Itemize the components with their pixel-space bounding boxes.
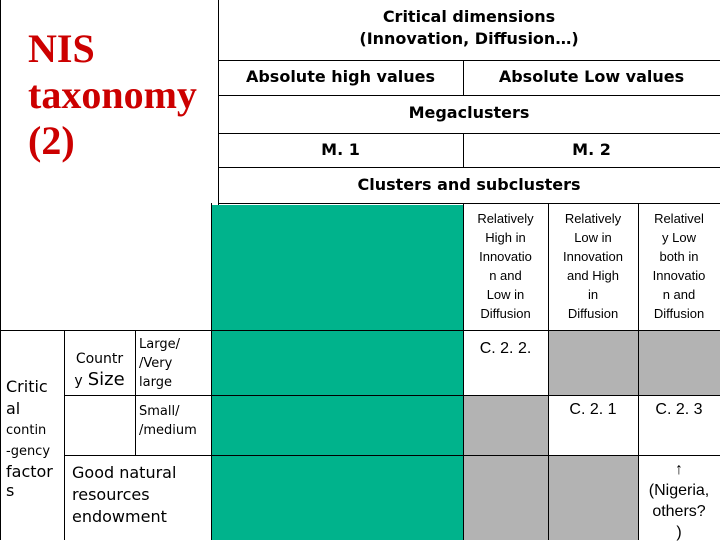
column-header-text: Relativel xyxy=(654,211,704,226)
grid-line xyxy=(64,395,720,396)
critical-label-text: factor xyxy=(6,462,53,481)
gray-cell-small xyxy=(463,395,548,455)
critical-label-text: Critic xyxy=(6,377,48,396)
country-size-label xyxy=(64,349,135,392)
critical-contingency-label xyxy=(6,376,64,500)
column-header-text: Relatively xyxy=(564,211,622,226)
gray-cell-m1-large xyxy=(548,330,638,395)
size-label-text: Size xyxy=(87,369,125,390)
title-line-1: NIS xyxy=(28,26,95,71)
m2-header: M. 2 xyxy=(572,140,611,159)
grid-line xyxy=(218,167,720,168)
m1-header: M. 1 xyxy=(321,140,360,159)
grid-line xyxy=(64,455,720,456)
column-header-text: Low in xyxy=(486,287,525,302)
grid-line xyxy=(0,330,720,331)
grid-line xyxy=(135,330,136,455)
cell-c23: C. 2. 3 xyxy=(655,401,703,418)
megaclusters-header: Megaclusters xyxy=(408,103,530,122)
small-label xyxy=(139,402,211,440)
column-header-high-innovation xyxy=(463,209,548,323)
grid-line xyxy=(218,203,720,204)
column-header-text: Innovation xyxy=(563,249,623,264)
page-title xyxy=(28,26,218,164)
large-label-text: /Very xyxy=(139,356,173,371)
nigeria-text: (Nigeria, xyxy=(648,482,710,499)
nigeria-text: others? xyxy=(652,503,706,520)
resources-label-text: Good natural xyxy=(72,463,177,482)
column-header-low-both xyxy=(638,209,720,323)
column-header-text: and High xyxy=(566,268,620,283)
cell-c22: C. 2. 2. xyxy=(479,340,532,357)
grid-line xyxy=(0,0,1,540)
column-header-text: Diffusion xyxy=(480,306,531,321)
resources-label-text: resources xyxy=(72,485,150,504)
column-header-text: both in xyxy=(659,249,699,264)
large-label xyxy=(139,335,211,392)
cell-c21: C. 2. 1 xyxy=(569,401,617,418)
nigeria-text: ↑ xyxy=(675,461,683,478)
nigeria-text: ) xyxy=(676,524,682,541)
size-label-row xyxy=(64,369,135,392)
column-header-text: Relatively xyxy=(477,211,534,226)
clusters-header: Clusters and subclusters xyxy=(357,175,581,194)
grid-line xyxy=(211,203,212,540)
size-label-prefix: y xyxy=(74,373,83,389)
column-header-text: Diffusion xyxy=(653,306,705,321)
gray-cell-m2-large xyxy=(638,330,720,395)
critical-label-text: al xyxy=(6,399,21,418)
column-header-text: n and xyxy=(662,287,696,302)
critical-dimensions-line-2: (Innovation, Diffusion…) xyxy=(359,29,579,48)
absolute-low-header: Absolute Low values xyxy=(498,67,685,86)
large-label-text: large xyxy=(139,375,172,390)
grid-line xyxy=(218,133,720,134)
critical-dimensions-header xyxy=(218,6,720,50)
resources-label xyxy=(72,462,211,528)
small-label-text: /medium xyxy=(139,423,197,438)
grid-line xyxy=(218,95,720,96)
critical-label-text: contin xyxy=(6,423,47,438)
column-header-text: n and xyxy=(489,268,522,283)
column-header-text: Innovatio xyxy=(479,249,532,264)
large-label-text: Large/ xyxy=(139,337,180,352)
column-header-high-diffusion xyxy=(548,209,638,323)
critical-label-text: -gency xyxy=(6,444,51,459)
resources-label-text: endowment xyxy=(72,507,167,526)
column-header-text: Innovatio xyxy=(652,268,706,283)
title-line-3: (2) xyxy=(28,118,75,163)
small-label-text: Small/ xyxy=(139,404,180,419)
column-header-text: Low in xyxy=(574,230,612,245)
title-line-2: taxonomy xyxy=(28,72,197,117)
column-header-text: Diffusion xyxy=(567,306,619,321)
gray-cell-resources xyxy=(463,455,638,540)
critical-label-text: s xyxy=(6,481,15,500)
column-header-text: High in xyxy=(485,230,526,245)
grid-line xyxy=(218,60,720,61)
critical-dimensions-line-1: Critical dimensions xyxy=(382,7,556,26)
absolute-high-header: Absolute high values xyxy=(245,67,436,86)
column-header-text: in xyxy=(587,287,599,302)
country-label-text: Countr xyxy=(75,351,124,367)
column-header-text: y Low xyxy=(662,230,696,245)
teal-block xyxy=(211,205,463,540)
cell-nigeria xyxy=(638,459,720,543)
